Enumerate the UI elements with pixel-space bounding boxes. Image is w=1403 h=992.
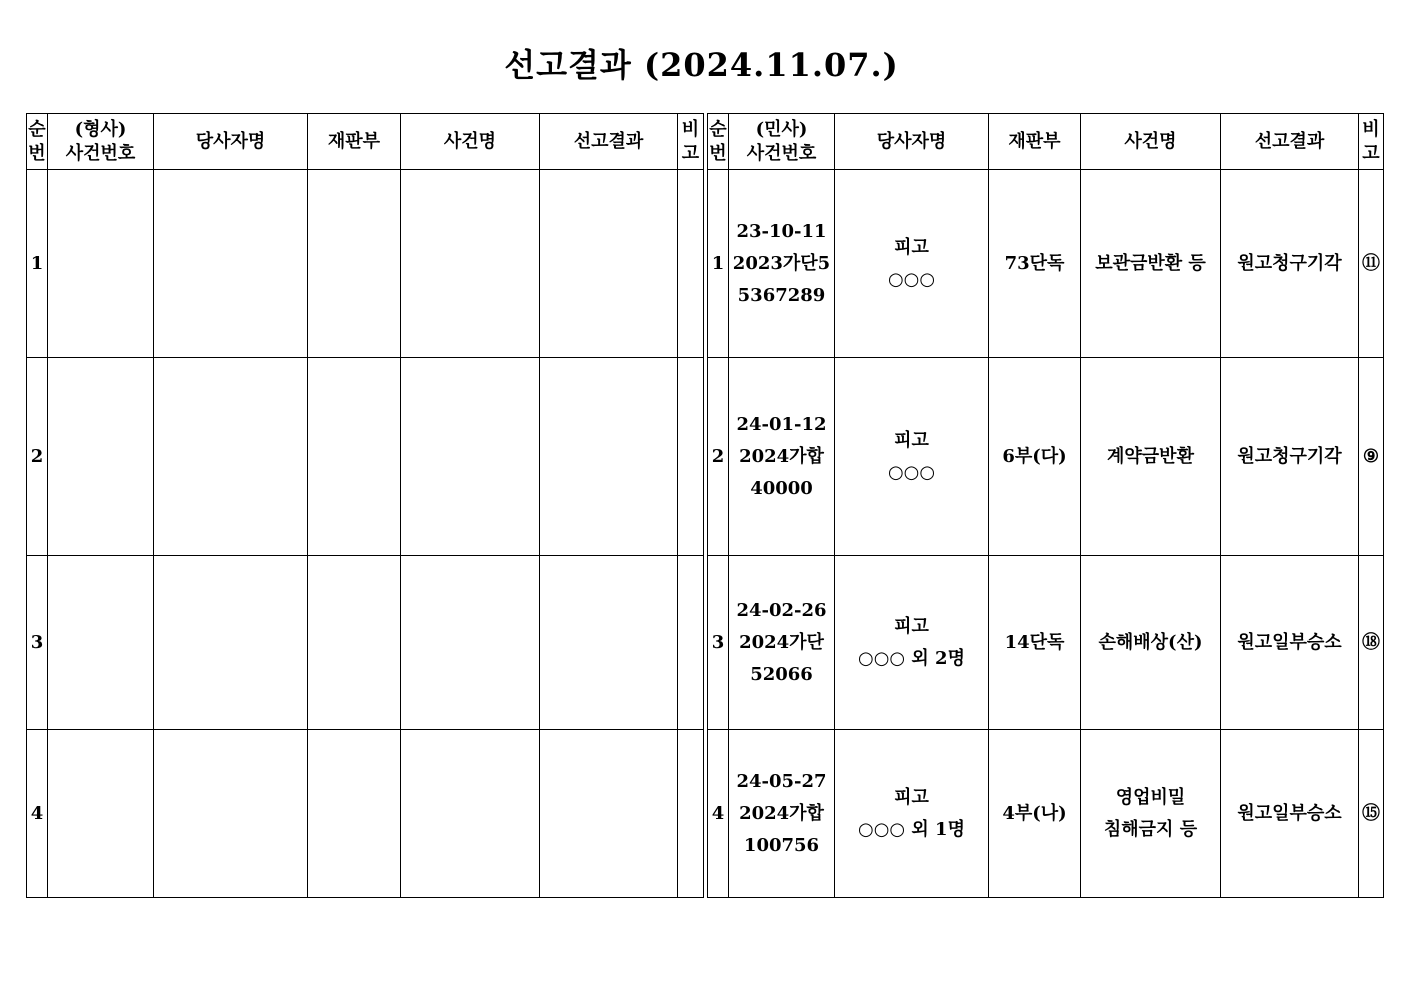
row-no: 4 [27, 730, 48, 898]
result-cell [540, 170, 678, 358]
table-row [708, 730, 1384, 898]
court-cell: 6부(다) [989, 358, 1081, 556]
table-row [708, 170, 1384, 358]
result-cell: 원고청구기각 [1221, 358, 1359, 556]
header-party: 당사자명 [835, 114, 989, 170]
row-no: 1 [708, 170, 729, 358]
court-cell [308, 358, 401, 556]
table-row [27, 556, 704, 730]
case-name-cell: 영업비밀 침해금지 등 [1081, 730, 1221, 898]
header-result: 선고결과 [1221, 114, 1359, 170]
note-cell [678, 556, 704, 730]
court-cell [308, 730, 401, 898]
header-case-number: (형사) 사건번호 [48, 114, 154, 170]
case-number-cell: 24-01-12 2024가합 40000 [729, 358, 835, 556]
result-cell [540, 358, 678, 556]
note-cell [678, 730, 704, 898]
header-result: 선고결과 [540, 114, 678, 170]
row-no: 3 [27, 556, 48, 730]
case-name-cell: 손해배상(산) [1081, 556, 1221, 730]
row-no: 2 [27, 358, 48, 556]
party-cell: 피고 ○○○ [835, 358, 989, 556]
header-case-name: 사건명 [1081, 114, 1221, 170]
case-number-cell [48, 556, 154, 730]
civil-results-table [707, 113, 1384, 898]
note-cell [678, 170, 704, 358]
note-cell: ⑱ [1359, 556, 1384, 730]
party-cell: 피고 ○○○ [835, 170, 989, 358]
table-header-row [27, 114, 704, 170]
case-name-cell [401, 358, 540, 556]
court-cell [308, 170, 401, 358]
table-row [708, 358, 1384, 556]
header-no: 순 번 [27, 114, 48, 170]
party-cell [154, 556, 308, 730]
table-row [27, 730, 704, 898]
header-no: 순 번 [708, 114, 729, 170]
case-name-cell: 보관금반환 등 [1081, 170, 1221, 358]
court-cell [308, 556, 401, 730]
party-cell [154, 170, 308, 358]
result-cell: 원고일부승소 [1221, 556, 1359, 730]
case-number-cell: 23-10-11 2023가단5 5367289 [729, 170, 835, 358]
criminal-results-table [26, 113, 704, 898]
header-note: 비 고 [678, 114, 704, 170]
header-court: 재판부 [308, 114, 401, 170]
note-cell: ⑪ [1359, 170, 1384, 358]
header-court: 재판부 [989, 114, 1081, 170]
note-cell [678, 358, 704, 556]
result-cell [540, 730, 678, 898]
note-cell: ⑨ [1359, 358, 1384, 556]
row-no: 1 [27, 170, 48, 358]
case-name-cell [401, 730, 540, 898]
table-header-row [708, 114, 1384, 170]
header-note: 비 고 [1359, 114, 1384, 170]
page-title: 선고결과 (2024.11.07.) [504, 46, 899, 84]
case-name-cell: 계약금반환 [1081, 358, 1221, 556]
case-number-cell: 24-05-27 2024가합 100756 [729, 730, 835, 898]
case-number-cell [48, 358, 154, 556]
result-cell: 원고일부승소 [1221, 730, 1359, 898]
case-name-cell [401, 556, 540, 730]
party-cell: 피고 ○○○ 외 1명 [835, 730, 989, 898]
court-cell: 14단독 [989, 556, 1081, 730]
case-number-cell: 24-02-26 2024가단 52066 [729, 556, 835, 730]
party-cell [154, 358, 308, 556]
row-no: 2 [708, 358, 729, 556]
court-cell: 4부(나) [989, 730, 1081, 898]
result-cell: 원고청구기각 [1221, 170, 1359, 358]
party-cell [154, 730, 308, 898]
case-number-cell [48, 730, 154, 898]
party-cell: 피고 ○○○ 외 2명 [835, 556, 989, 730]
row-no: 4 [708, 730, 729, 898]
court-cell: 73단독 [989, 170, 1081, 358]
table-row [27, 170, 704, 358]
header-case-name: 사건명 [401, 114, 540, 170]
case-number-cell [48, 170, 154, 358]
table-row [27, 358, 704, 556]
note-cell: ⑮ [1359, 730, 1384, 898]
row-no: 3 [708, 556, 729, 730]
case-name-cell [401, 170, 540, 358]
result-cell [540, 556, 678, 730]
table-row [708, 556, 1384, 730]
header-party: 당사자명 [154, 114, 308, 170]
header-case-number: (민사) 사건번호 [729, 114, 835, 170]
